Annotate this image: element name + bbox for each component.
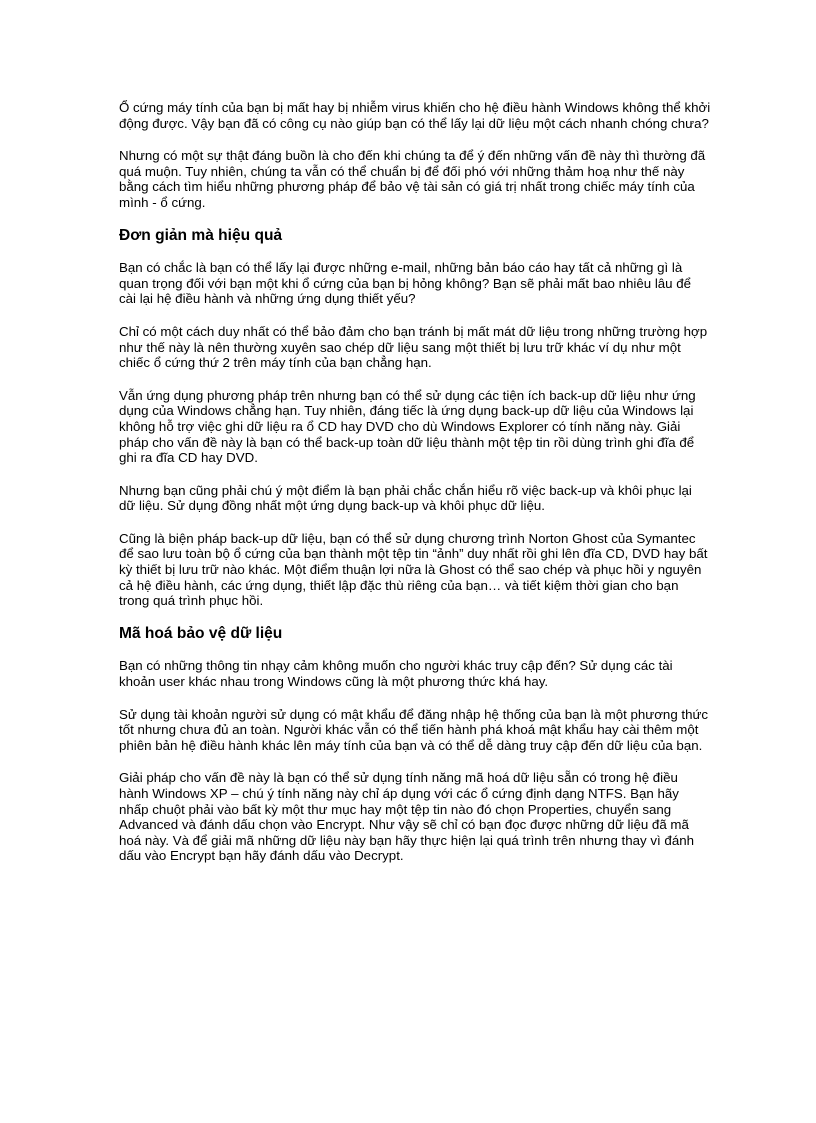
paragraph-intro: Ổ cứng máy tính của bạn bị mất hay bị nhiễm virus khiến cho hệ điều hành Windows không thể khởi động được. Vậy bạn đã có công cụ nào giúp bạn có thể lấy lại dữ liệu một cách nhanh chóng chưa? — [119, 100, 711, 131]
paragraph-password-accounts: Sử dụng tài khoản người sử dụng có mật khẩu để đăng nhập hệ thống của bạn là một phương thức tốt nhưng chưa đủ an toàn. Người khác vẫn có thể tiến hành phá khoá mật khẩu hay cài thêm một phiên bản hệ điều hành khác lên máy tính của bạn và có thể dễ dàng truy cập đến dữ liệu của bạn. — [119, 706, 709, 753]
section-heading-encryption: Mã hoá bảo vệ dữ liệu — [119, 624, 283, 642]
section-heading-simple-effective: Đơn giản mà hiệu quả — [119, 226, 283, 244]
paragraph-sensitive-info: Bạn có những thông tin nhạy cảm không muốn cho người khác truy cập đến? Sử dụng các tài khoản user khác nhau trong Windows cũng là một phương thức khá hay. — [119, 658, 673, 690]
paragraph-recover-question: Bạn có chắc là bạn có thể lấy lại được những e-mail, những bản báo cáo hay tất cả những gì là quan trọng đối với bạn một khi ổ cứng của bạn bị hỏng không? Bạn sẽ phải mất bao nhiêu lâu để cài lại hệ điều hành và những ứng dụng thiết yếu? — [119, 260, 692, 307]
paragraph-encrypt-solution: Giải pháp cho vấn đề này là bạn có thể sử dụng tính năng mã hoá dữ liệu sẵn có trong hệ điều hành Windows XP – chú ý tính năng này chỉ áp dụng với các ổ cứng định dạng NTFS. Bạn hãy nhấp chuột phải vào bất kỳ một thư mục hay một tệp tin nào đó chọn Properties, chuyển sang Advanced và đánh dấu chọn vào Encrypt. Như vậy sẽ chỉ có bạn đọc được những dữ liệu đã mã hoá này. Và để giải mã những dữ liệu này bạn hãy thực hiện lại quá trình trên nhưng thay vì đánh dấu vào Encrypt bạn hãy đánh dấu vào Decrypt. — [119, 770, 694, 864]
paragraph-preparation: Nhưng có một sự thật đáng buồn là cho đến khi chúng ta để ý đến những vấn đề này thì thường đã quá muộn. Tuy nhiên, chúng ta vẫn có thể chuẩn bị để đối phó với những thảm hoạ như thế này bằng cách tìm hiểu những phương pháp để bảo vệ tài sản có giá trị nhất trong chiếc máy tính của mình - ổ cứng. — [119, 148, 706, 210]
paragraph-backup-note: Nhưng bạn cũng phải chú ý một điểm là bạn phải chắc chắn hiểu rõ việc back-up và khôi phục lại dữ liệu. Sử dụng đồng nhất một ứng dụng back-up và khôi phục dữ liệu. — [119, 482, 692, 514]
document-page — [119, 100, 711, 881]
paragraph-windows-backup: Vẫn ứng dụng phương pháp trên nhưng bạn có thể sử dụng các tiện ích back-up dữ liệu như ứng dụng của Windows chẳng hạn. Tuy nhiên, đáng tiếc là ứng dụng back-up dữ liệu của Windows lại không hỗ trợ việc ghi dữ liệu ra ổ CD hay DVD cho dù Windows Explorer có tính năng này. Giải pháp cho vấn đề này là bạn có thể back-up toàn dữ liệu thành một tệp tin rồi dùng trình ghi đĩa để ghi ra đĩa CD hay DVD. — [119, 387, 696, 466]
paragraph-norton-ghost: Cũng là biện pháp back-up dữ liệu, bạn có thể sử dụng chương trình Norton Ghost của Symantec để sao lưu toàn bộ ổ cứng của bạn thành một tệp tin “ảnh” duy nhất rồi ghi lên đĩa CD, DVD hay bất kỳ thiết bị lưu trữ nào khác. Một điểm thuận lợi nữa là Ghost có thể sao chép và phục hồi y nguyên cả hệ điều hành, các ứng dụng, thiết lập đặc thù riêng của bạn… và tiết kiệm thời gian cho bạn trong quá trình phục hồi. — [119, 530, 708, 609]
paragraph-backup-advice: Chỉ có một cách duy nhất có thể bảo đảm cho bạn tránh bị mất mát dữ liệu trong những trường hợp như thế này là nên thường xuyên sao chép dữ liệu sang một thiết bị lưu trữ khác ví dụ như một chiếc ổ cứng thứ 2 trên máy tính của bạn chẳng hạn. — [119, 323, 708, 371]
